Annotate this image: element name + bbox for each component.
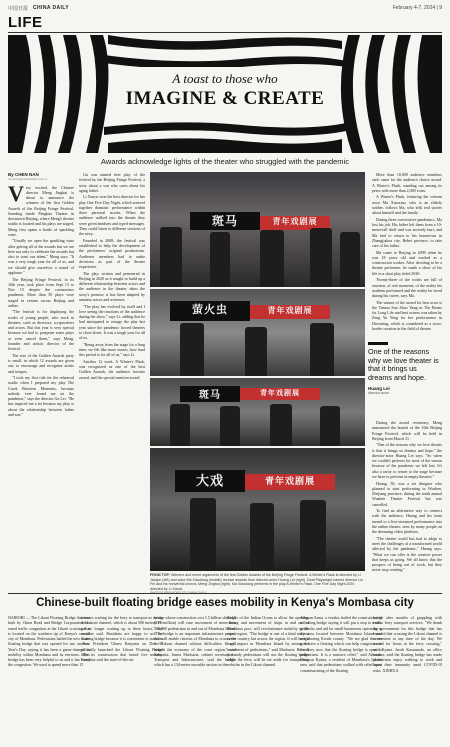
- person-figure: [220, 406, 240, 446]
- person-figure: [270, 404, 292, 446]
- paragraph: Twenty-three of the works are full of emotion, of real moments, of the reality his students performed and the reality he faced during his career, says Ma.: [372, 277, 442, 299]
- stage-sign: 大戏: [175, 470, 245, 492]
- drop-cap: V: [8, 180, 24, 206]
- byline-name: By CHEN NAN: [8, 172, 39, 177]
- paragraph: "I took my first ride for the rehearsal studio when I prepared my play The Crack Between Moments, because nobody ever found me on the pandemic," says the director Gu Lei. "He has inspired me a lot because my play is about the relationship between father and son.": [8, 375, 74, 417]
- paragraph: Another 12 work, A Winter's Flask, was recognized as one of the best Golden Awards, the audience favorite award, and the special mention award.: [79, 358, 145, 380]
- story-divider: [8, 593, 442, 594]
- paragraph: ery excited, the Chinese director Meng Jinghui is about to announce the winners of the first Golden Awards of the Beijing Fringe Festival. Standing inside Penghao Theater in downtown Beijing, where Meng's theater studio is located and his plays are staged, Meng first opens a bottle of sparkling wine.: [8, 184, 74, 237]
- caption-lead: FROM TOP:: [150, 573, 171, 577]
- person-figure: [180, 323, 204, 376]
- person-figure: [160, 227, 182, 287]
- paragraph: More than 10,000 audience members each came for the audience choice award. A Winter's Flask, standing out among its peers with more than 2,000 votes.: [372, 172, 442, 193]
- paragraph: The play, written and premiered in Beijing in 2020 as it sought to build up a different relationship between actors and the audience in the theater, takes the story's premise is has been adapted by amateur actors and actresses.: [79, 270, 145, 302]
- paragraph: To find an alternative way to connect with the audience, Huang and his team turned to a live-streamed performance into the online theater, seen by many people on the dreaming video platform.: [372, 508, 442, 535]
- pull-quote-name: Huang Lei: [368, 386, 390, 392]
- byline-email: chennan@chinadaily.com.cn: [8, 177, 48, 182]
- article-column-2: [79, 172, 145, 589]
- photo-stage-performance: [150, 448, 365, 571]
- article-column-4: [372, 420, 442, 589]
- stage-sign: 斑马: [190, 212, 260, 230]
- story2-column-1: NAIROBI — The Likoni Floating Bridge that was built by China Road and Bridge Corporation has eased traffic congestion at the Likoni crossing that is located on the southern tip of Kenya's coastal city of Mombasa. Pedestrians hailed the new water floating bridge that was opened for use on New Year's Day, saying it has been a game-changer in mobility within Mombasa and its environs. "This bridge has been very helpful to us and it has eased the congestion. We used to spend more than 15: [8, 615, 90, 668]
- paragraph: The winner of the award for best actor is the Tanmu Sun Zhao Yang in The Bones for Long Life and best actress was taken by Zeng Yu Yeng for her performance in Drowning, which is considered as a cross-border creation in the field of theater.: [372, 299, 442, 331]
- paragraph: "Being away from the stage for a long time, we felt like more stories, how hard this period is for all of us," says Li.: [79, 341, 145, 358]
- caption-text: Winners and event organizers of the first Golden Awards of the Beijing Fringe Festival. A Winter's Flask is directed by Li Jianjun (left) and actor Ma Xiaodong (middle) receive awards from director-actor Huang Lei (right). Deaf Playwright named director Liu Fei and his nonverbal chorus; Meng Jinghui (right). Ma Xiaodong performs in the play A Winter's Flask, One Five Day Night 2020 directed by Li Xiaoxi.: [150, 573, 363, 591]
- person-figure: [340, 232, 360, 287]
- stage-sign: 萤火虫: [170, 301, 250, 321]
- paragraph: "One of the reasons why we love theater is that it brings us dreams and hope," the director-actor Huang Lei says. "So when we couldn't perform for most of the season because of the pandemic we felt lost. It's also a rarity to return to the stage because we have to perform in empty theaters.": [372, 442, 442, 479]
- paragraph: Huang, 50, was a set designer who planned to start performing in Wuzhen, Zhejiang province, during the tenth annual Wuzhen Theater Festival but was cancelled.: [372, 480, 442, 507]
- story2-column-4: middle of the Indian Ocean to allow the opening, closing and movement of ships in and out of Mombasa port, will revolutionize mobility in the coast region. "The bridge is one of a kind not just in the country but across the region. It will have a huge impact in Mombasa Island by easing the movement of pedestrians," said Macharia. He said that only pedestrians will use the floating bridge while the ferry will be set aside for transporting vehicles in the Likoni channel.: [227, 615, 309, 668]
- paragraph: The size of the Golden Awards party is small, in which 12 awards are given out, to encourage and recognize artists and troupes.: [8, 352, 74, 374]
- issue-date: February 4-7, 2024 | 9: [392, 5, 442, 11]
- headline: IMAGINE & CREATE: [125, 88, 325, 109]
- person-figure: [300, 500, 326, 571]
- section-title: LIFE: [8, 14, 43, 31]
- stage-sign: 青年戏剧展: [245, 474, 335, 490]
- stage-sign: 青年戏剧展: [250, 305, 330, 319]
- person-figure: [260, 230, 284, 287]
- paragraph: "The theater world has had to adapt to meet the challenges of a transformed world affected by the pandemic," Huang says. "What we can offer is the creative power that keeps us going. We all know that the prospect of being out of work, but they never stop creating.": [372, 535, 442, 573]
- byline: [8, 172, 74, 183]
- person-figure: [320, 406, 340, 446]
- photo-director-chorus: [150, 378, 365, 446]
- paragraph: "The festival is for displaying the works of young people, who work in theaters, such as directors, scriptwriters and actors. But this year is very special because we had to postpone some plays or even cancel them," says Meng, founder and artistic director of the festival.: [8, 309, 74, 352]
- pull-quote-bar: [368, 342, 388, 345]
- paragraph: Li Xiaoxi won the best director for her play One Five Day Night, which weaved together dramatic performance within three personal stories. When the audience walked into the theater they were given headsets and typed messages. They could listen to different versions of the story.: [79, 194, 145, 237]
- headline-block: [112, 67, 338, 119]
- story2-column-6: bridge after months of grappling with erratic ferry transport services. "We thank the government for this bridge that has ensured that crossing the Likoni channel is convenient at any time of the day. We waited for hours at the ferry crossing," said Kyana. Jacob Kassamala, an office worker, said the floating bridge has made pedestrians enjoy walking to work and boost their immunity amid COVID-19 risks. XINHUA: [373, 615, 442, 673]
- paragraph: Founded in 2008, the festival was established to help the development of the performers' original productions. Audience members had to make decisions as part of the theater experience.: [79, 237, 145, 270]
- paragraph: "The play has evolved by itself and I love seeing the reactions of the audience during the show," says Li, adding that he had anticipated to restage the play last year since the pandemic forced theaters to close down. It was a tough year for all of us.: [79, 303, 145, 341]
- article-column-3: [372, 172, 442, 338]
- paragraph: Gu was named best play of the festival by the Beijing Fringe Festival, a story about a son who cares about his aging father.: [79, 172, 145, 193]
- person-figure: [210, 232, 230, 287]
- paragraph: "Usually we open the sparkling wine after getting all of the awards but we are here not only to celebrate the awards but also to toast our talent," Meng says. "It was a very tough year for all of us, and we should give ourselves a round of applause.": [8, 238, 74, 275]
- person-figure: [190, 498, 216, 571]
- masthead-title: CHINA DAILY: [33, 5, 69, 11]
- person-figure: [250, 503, 274, 571]
- masthead-left: 中国日报: [8, 5, 29, 12]
- paragraph: The Beijing Fringe Festival, in its 16th year, took place from Sept 13 to Nov 15 despite the coronavirus pandemic. More than 50 plays were staged in venues across Beijing and online.: [8, 276, 74, 308]
- kicker: A toast to those who: [172, 71, 278, 86]
- pull-quote: [368, 342, 442, 395]
- story2-column-2: minutes waiting for the ferry to transport us across the Likoni channel, which is about 500 meters. We are no longer waiting up to three hours," one resident said. Residents are happy to use the floating bridge because it is convenient to travel to town. President Uhuru Kenyatta on Dec 30 officially launched the Likoni Floating Bridge after its construction that lasted five months. Kenyatta said the state-of-the-art: [81, 615, 163, 662]
- stage-sign: 斑马: [180, 386, 240, 402]
- person-figure: [245, 327, 267, 376]
- story2-headline: Chinese-built floating bridge eases mobility in Kenya's Mombasa city: [36, 597, 414, 609]
- paragraph: A Winter's Flask, featuring the veteran actor Ma Xiaoxiao, who is an elderly soldier, follows Ma, who tells real stories about himself and the family.: [372, 194, 442, 216]
- pull-quote-role: director-actor: [368, 391, 390, 396]
- person-figure: [310, 228, 332, 287]
- stage-sign: 青年戏剧展: [240, 388, 320, 400]
- stage-sign: 青年戏剧展: [260, 216, 330, 230]
- masthead: [8, 3, 442, 13]
- pull-quote-text: One of the reasons why we love theater is that it brings us dreams and hope.: [368, 347, 439, 382]
- story2-column-3: bridge whose construction cost 1.5 billion shillings ($17 million) will ease movement of more than 300,000 pedestrians in and out of Mombasa Island. "The bridge is an important infrastructure project that will enable citizens of Mombasa to cross over the Likoni channel without difficulties. It will benefit the economy of the coast region," said Kenyatta. James Macharia, cabinet secretary for Transport and Infrastructure, said the bridge, which has a 134-meter movable section in the: [154, 615, 236, 668]
- paragraph: During three consecutive pandemics, Ma lost his job. His father left them from a 10-meter-tall shelf and was severely hurt, and Ma had to return to his hometown in Zhangjiakou city, Hebei province, to take care of his father.: [372, 216, 442, 249]
- person-figure: [310, 323, 334, 376]
- story2-column-5: Athman Asma, a vendor, hailed the construction of a floating bridge saying it will put a stop to traffic gridlocks and aid he small businesses operating in the area located between Mombasa Island and neighboring Kwale county. "We are glad that we now have a floating which can help congestion at the ferry now that the floating bridge is open to pedestrians. It is a massive relief," said Athman. Harrison Kyana, a resident of Mombasa's Likoni area, said that pedestrians walked with relief upon commissioning of the floating: [300, 615, 382, 673]
- person-figure: [170, 404, 190, 446]
- subhead: Awards acknowledge lights of the theater who struggled with the pandemic: [101, 157, 349, 166]
- photo-award-winners: [150, 172, 365, 287]
- paragraph: Ma came to Beijing in 2009 when he was 18 years old and worked as a construction worker. After deciding to be a theater performer, he made a show of his life in a short play titled 2020.: [372, 249, 442, 276]
- article-column-1: [8, 172, 74, 589]
- paragraph: During the award ceremony, Meng announced the launch of the 16th Beijing Fringe Festival, which will be held in Beijing from March 31.: [372, 420, 442, 441]
- photo-awards-presentation: [150, 289, 365, 376]
- top-rule: [8, 32, 442, 33]
